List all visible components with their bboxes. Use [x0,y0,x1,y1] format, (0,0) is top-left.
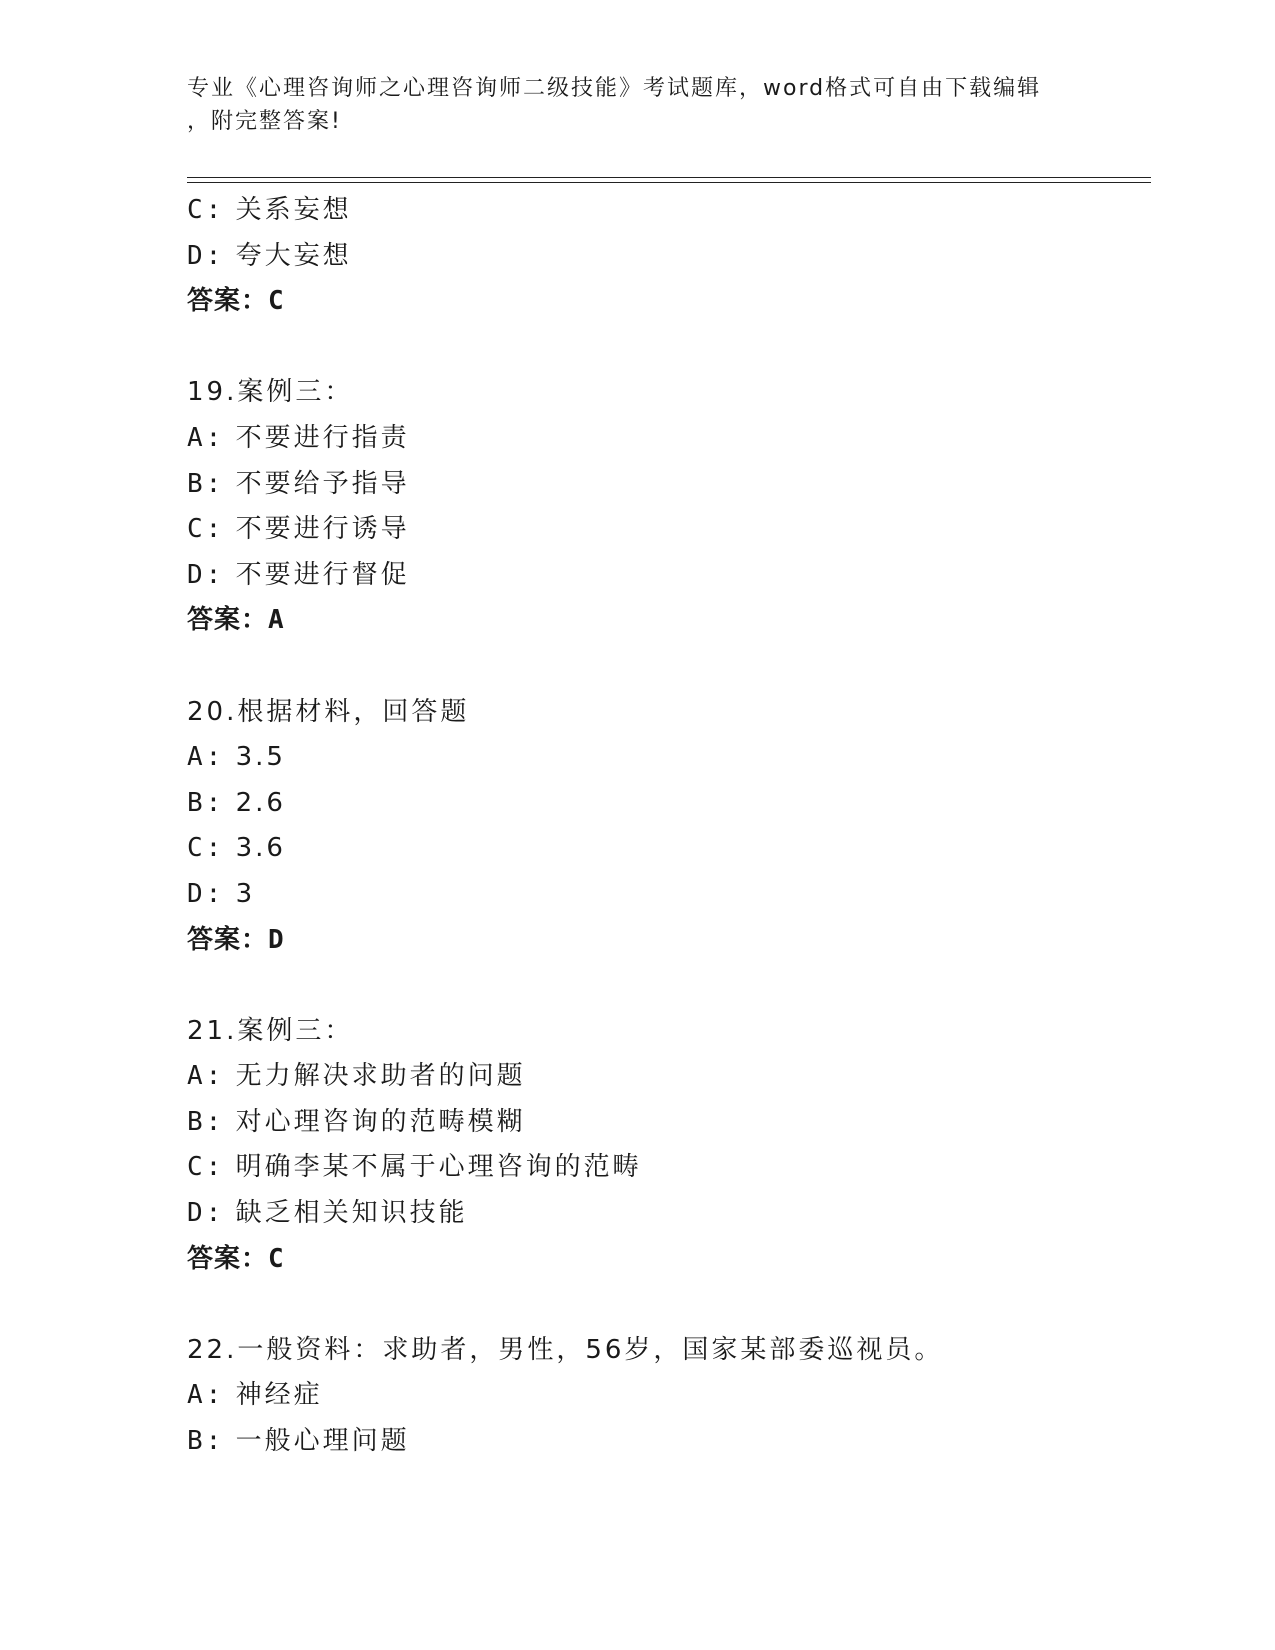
option-b [187,462,1147,508]
option-key: C: [187,514,225,545]
option-key: C: [187,195,225,225]
option-key: A: [187,422,225,453]
option-c [187,507,1147,553]
answer-label: 答案： [187,924,269,955]
option-key: B: [187,468,225,499]
header-divider-bottom [187,182,1151,183]
option-a [187,1054,1147,1100]
option-key: C: [187,833,225,864]
question-title: 22.一般资料：求助者，男性，56岁，国家某部委巡视员。 [187,1334,944,1365]
option-text: 关系妄想 [235,195,352,225]
option-key: D: [187,240,225,271]
spacer [187,963,1147,1009]
header-divider-top [187,177,1151,178]
answer-label: 答案： [187,286,269,317]
option-text: 明确李某不属于心理咨询的范畴 [235,1152,642,1183]
option-key: B: [187,1106,225,1137]
option-text: 无力解决求助者的问题 [235,1061,526,1092]
answer-line [187,279,1147,325]
answer-value: D [268,924,285,955]
header-title-line-2: ，附完整答案! [187,109,342,134]
question-title: 19.案例三： [187,377,354,408]
option-text: 夸大妄想 [235,240,352,271]
answer-label: 答案： [187,605,269,636]
option-d [187,553,1147,599]
option-key: B: [187,1426,225,1457]
question-title: 21.案例三： [187,1015,354,1046]
question-list [187,188,1147,1465]
option-text: 神经症 [235,1380,323,1411]
option-text: 缺乏相关知识技能 [235,1198,468,1229]
option-text: 不要给予指导 [235,468,410,499]
option-d [187,234,1147,280]
option-key: A: [187,742,225,773]
option-a [187,416,1147,462]
option-key: C: [187,1152,225,1183]
option-b [187,1419,1147,1465]
option-key: D: [187,559,225,590]
question-title: 20.根据材料，回答题 [187,696,470,727]
answer-label: 答案： [187,1243,269,1274]
option-key: D: [187,878,225,909]
option-c [187,826,1147,872]
option-a [187,1373,1147,1419]
option-text: 一般心理问题 [235,1426,410,1457]
option-text: 3.5 [235,742,286,773]
option-b [187,781,1147,827]
option-key: A: [187,1061,225,1092]
answer-line [187,598,1147,644]
option-text: 不要进行督促 [235,559,410,590]
option-text: 3 [235,878,256,909]
option-b [187,1100,1147,1146]
option-text: 对心理咨询的范畴模糊 [235,1106,526,1137]
option-text: 不要进行诱导 [235,514,410,545]
spacer [187,1282,1147,1328]
option-text: 3.6 [235,833,286,864]
option-a [187,735,1147,781]
answer-line [187,1237,1147,1283]
option-c [187,188,1147,234]
header-title-line-1: 专业《心理咨询师之心理咨询师二级技能》考试题库，word格式可自由下载编辑 [187,76,1042,101]
option-text: 2.6 [235,787,286,818]
spacer [187,325,1147,371]
option-d [187,872,1147,918]
answer-line [187,918,1147,964]
option-c [187,1145,1147,1191]
option-d [187,1191,1147,1237]
option-key: A: [187,1380,225,1411]
option-key: B: [187,787,225,818]
answer-value: A [268,605,285,636]
spacer [187,644,1147,690]
document-header [187,72,1067,138]
answer-value: C [268,286,285,317]
answer-value: C [268,1243,285,1274]
option-text: 不要进行指责 [235,422,410,453]
option-key: D: [187,1198,225,1229]
